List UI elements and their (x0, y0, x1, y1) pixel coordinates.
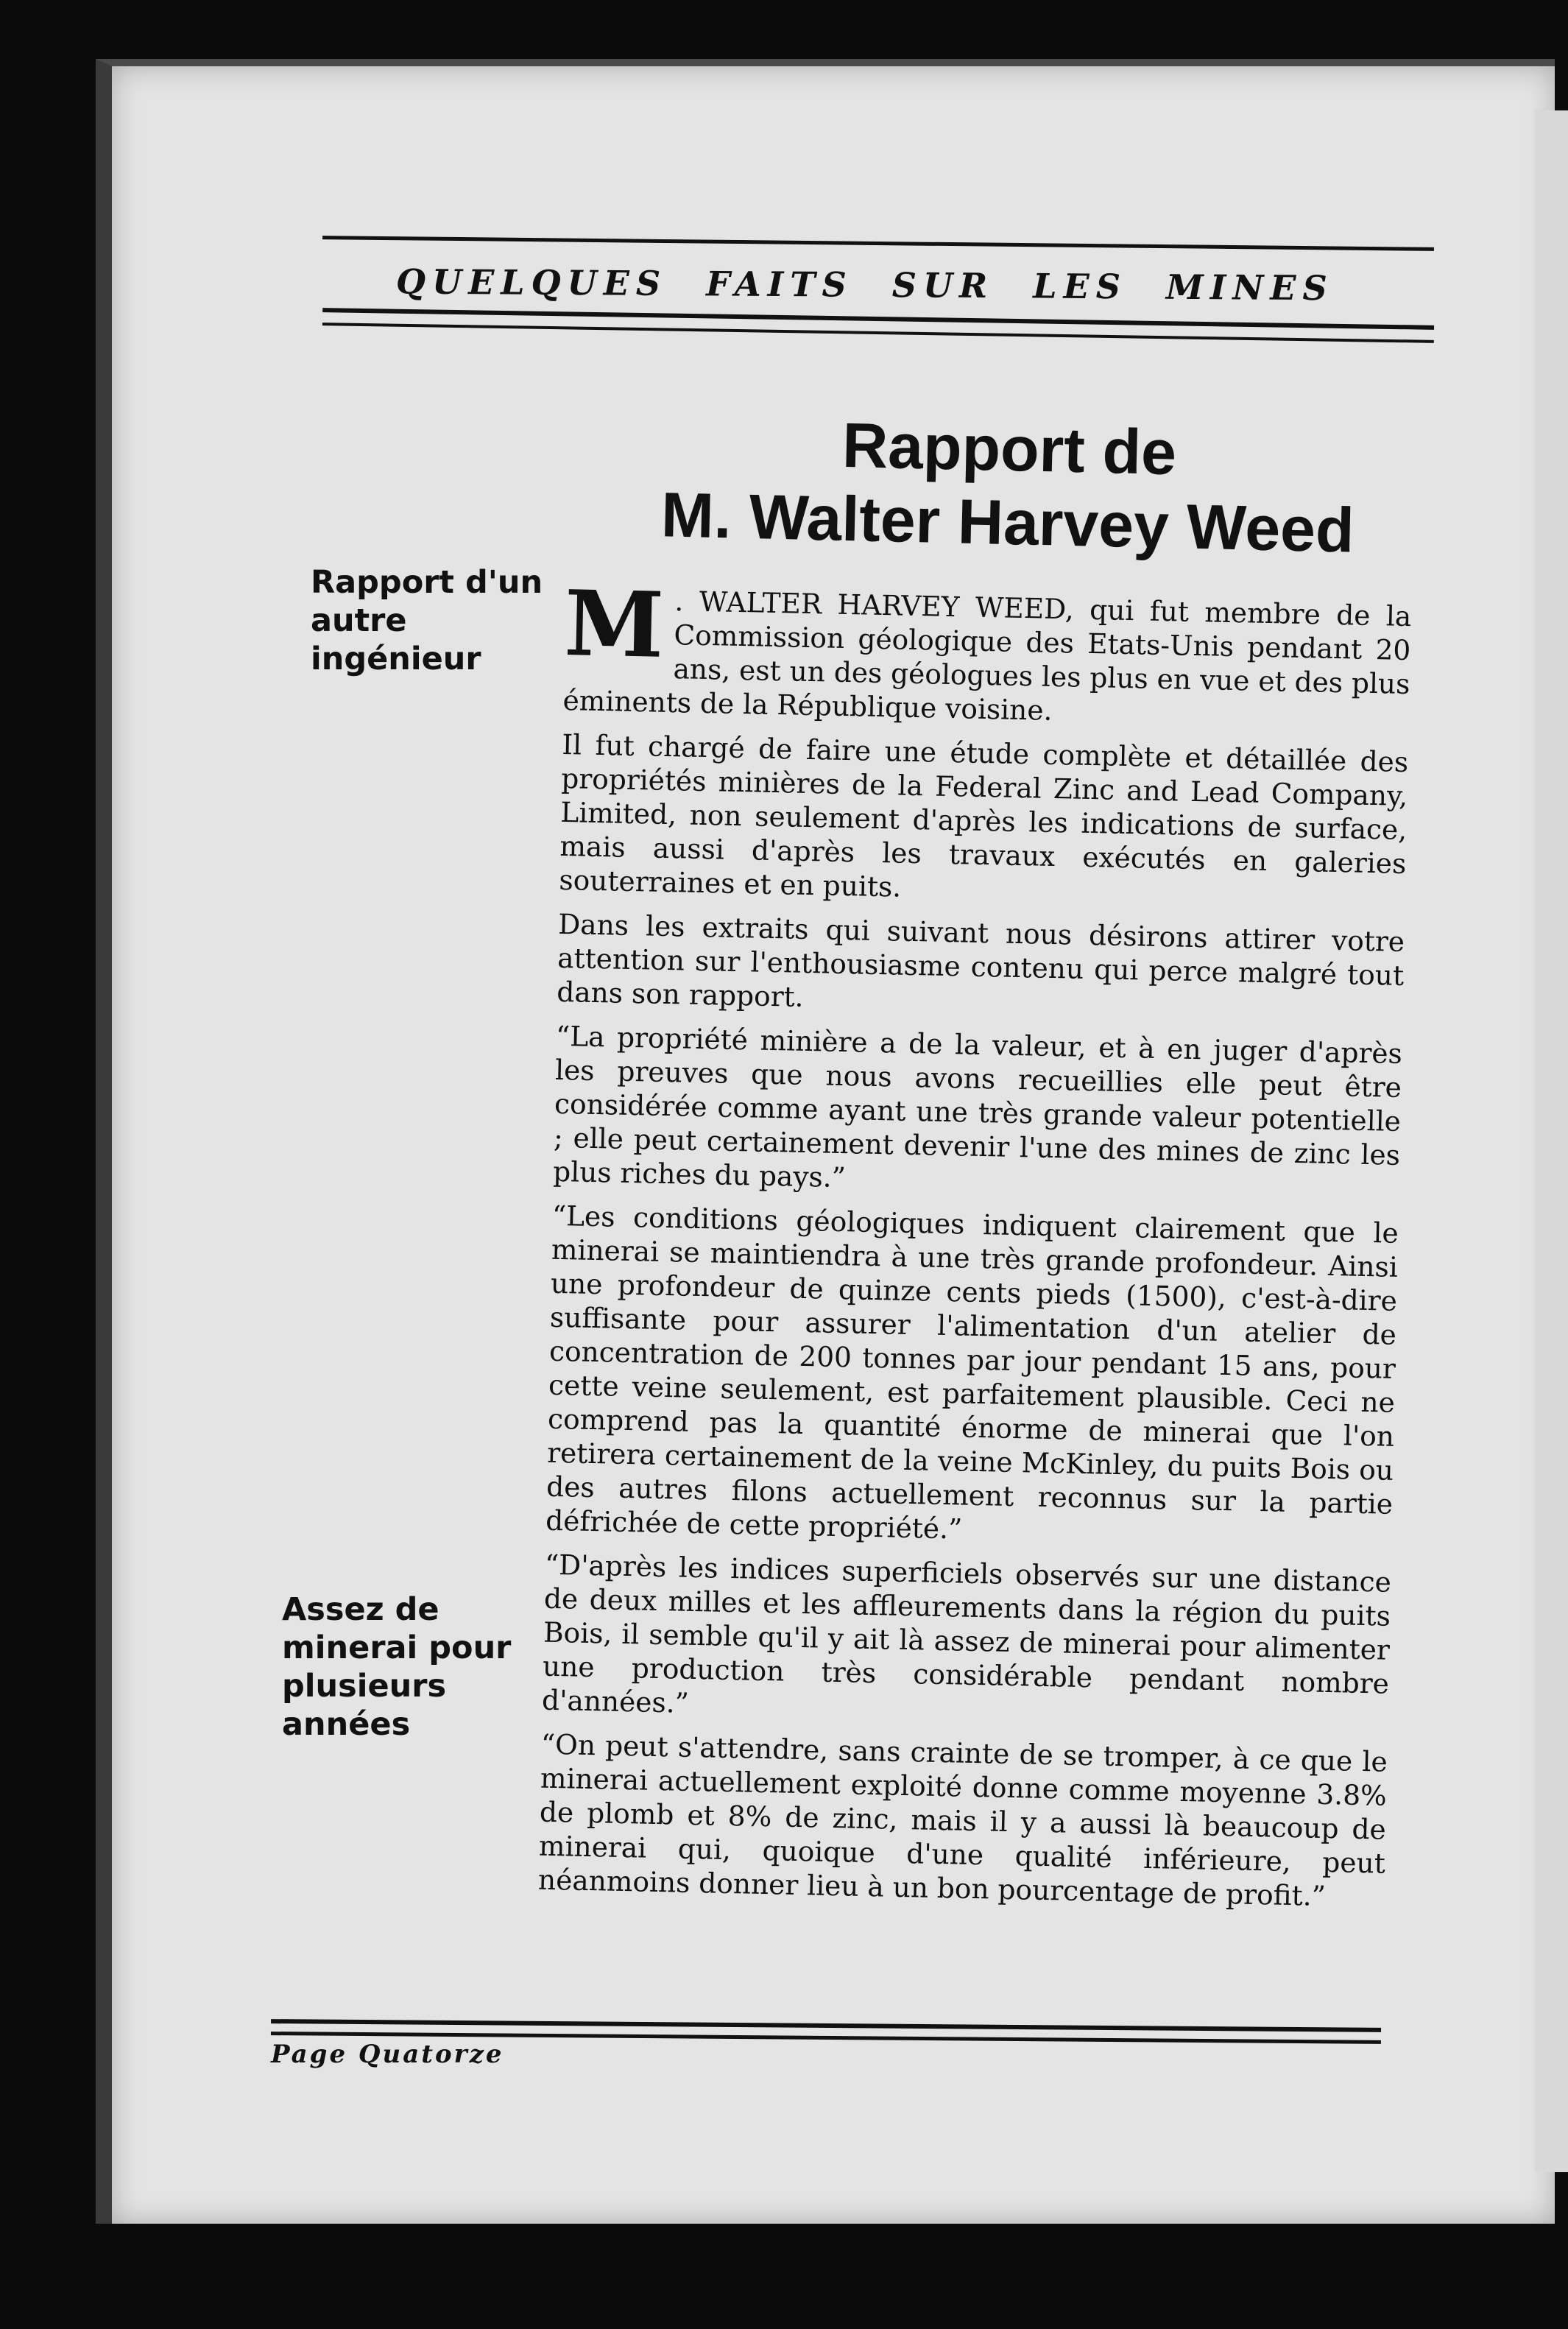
drop-cap: M (563, 570, 665, 678)
article-body (537, 570, 1412, 1925)
next-page-edge (1535, 110, 1568, 2172)
quote-paragraph: “La propriété minière a de la valeur, et à en juger d'après les preuves que nous avons recueillies elle peut être considérée comme ayant une très grande valeur potentielle ; elle peut certainement devenir l'une des mines de zinc les plus riches du pays.” (552, 1019, 1403, 1194)
article-title (639, 404, 1378, 568)
quote-paragraph: “D'après les indices superficiels observés sur une distance de deux milles et les affleurements dans la région du puits Bois, il semble qu'il y ait là assez de minerai pour alimenter une production très considérable pendant nombre d'années.” (541, 1548, 1392, 1719)
sidenote-enough-ore: Assez de minerai pour plusieurs années (282, 1591, 512, 1743)
paragraph-intro (562, 570, 1412, 735)
section-header: QUELQUES FAITS SUR LES MINES (395, 261, 1334, 309)
quote-paragraph: “On peut s'attendre, sans crainte de se tromper, à ce que le minerai actuellement exploité donne comme moyenne 3.8% de plomb et 8% de zinc, mais il y a aussi là beaucoup de minerai qui, quoique d'une qualité inférieure, peut néanmoins donner lieu à un bon pourcentage de profit.” (537, 1727, 1388, 1913)
paragraph: Il fut chargé de faire une étude complète et détaillée des propriétés minières de la Federal Zinc and Lead Company, Limited, non seulement d'après les indications de surface, mais aussi d'après les travaux exécutés en galeries souterraines et en puits. (559, 727, 1409, 903)
sidenote-other-engineer: Rapport d'un autre ingénieur (311, 564, 543, 677)
page-number: Page Quatorze (271, 2040, 504, 2069)
article-title-line-2: M. Walter Harvey Weed (660, 479, 1355, 566)
article-title-line-1: Rapport de (841, 409, 1178, 489)
paragraph: Dans les extraits qui suivant nous désirons attirer votre attention sur l'enthousiasme contenu qui perce malgré tout dans son rapport. (556, 907, 1405, 1013)
quote-paragraph: “Les conditions géologiques indiquent clairement que le minerai se maintiendra à une très grande profondeur. Ainsi une profondeur de quinze cents pieds (1500), c'est-à-dire suffisante pour assurer l'alimentation d'un atelier de concentration de 200 tonnes par jour pendant 15 ans, pour cette veine seulement, est parfaitement plausible. Ceci ne comprend pas la quantité énorme de minerai que l'on retirera certainement de la veine McKinley, du puits Bois ou des autres filons actuellement reconnus sur la partie défrichée de cette propriété.” (545, 1199, 1399, 1546)
paragraph-intro-text: . WALTER HARVEY WEED, qui fut membre de la Commission géologique des Etats-Unis pendant 20 ans, est un des géologues les plus en vue et des plus éminents de la République voisine. (562, 585, 1412, 727)
